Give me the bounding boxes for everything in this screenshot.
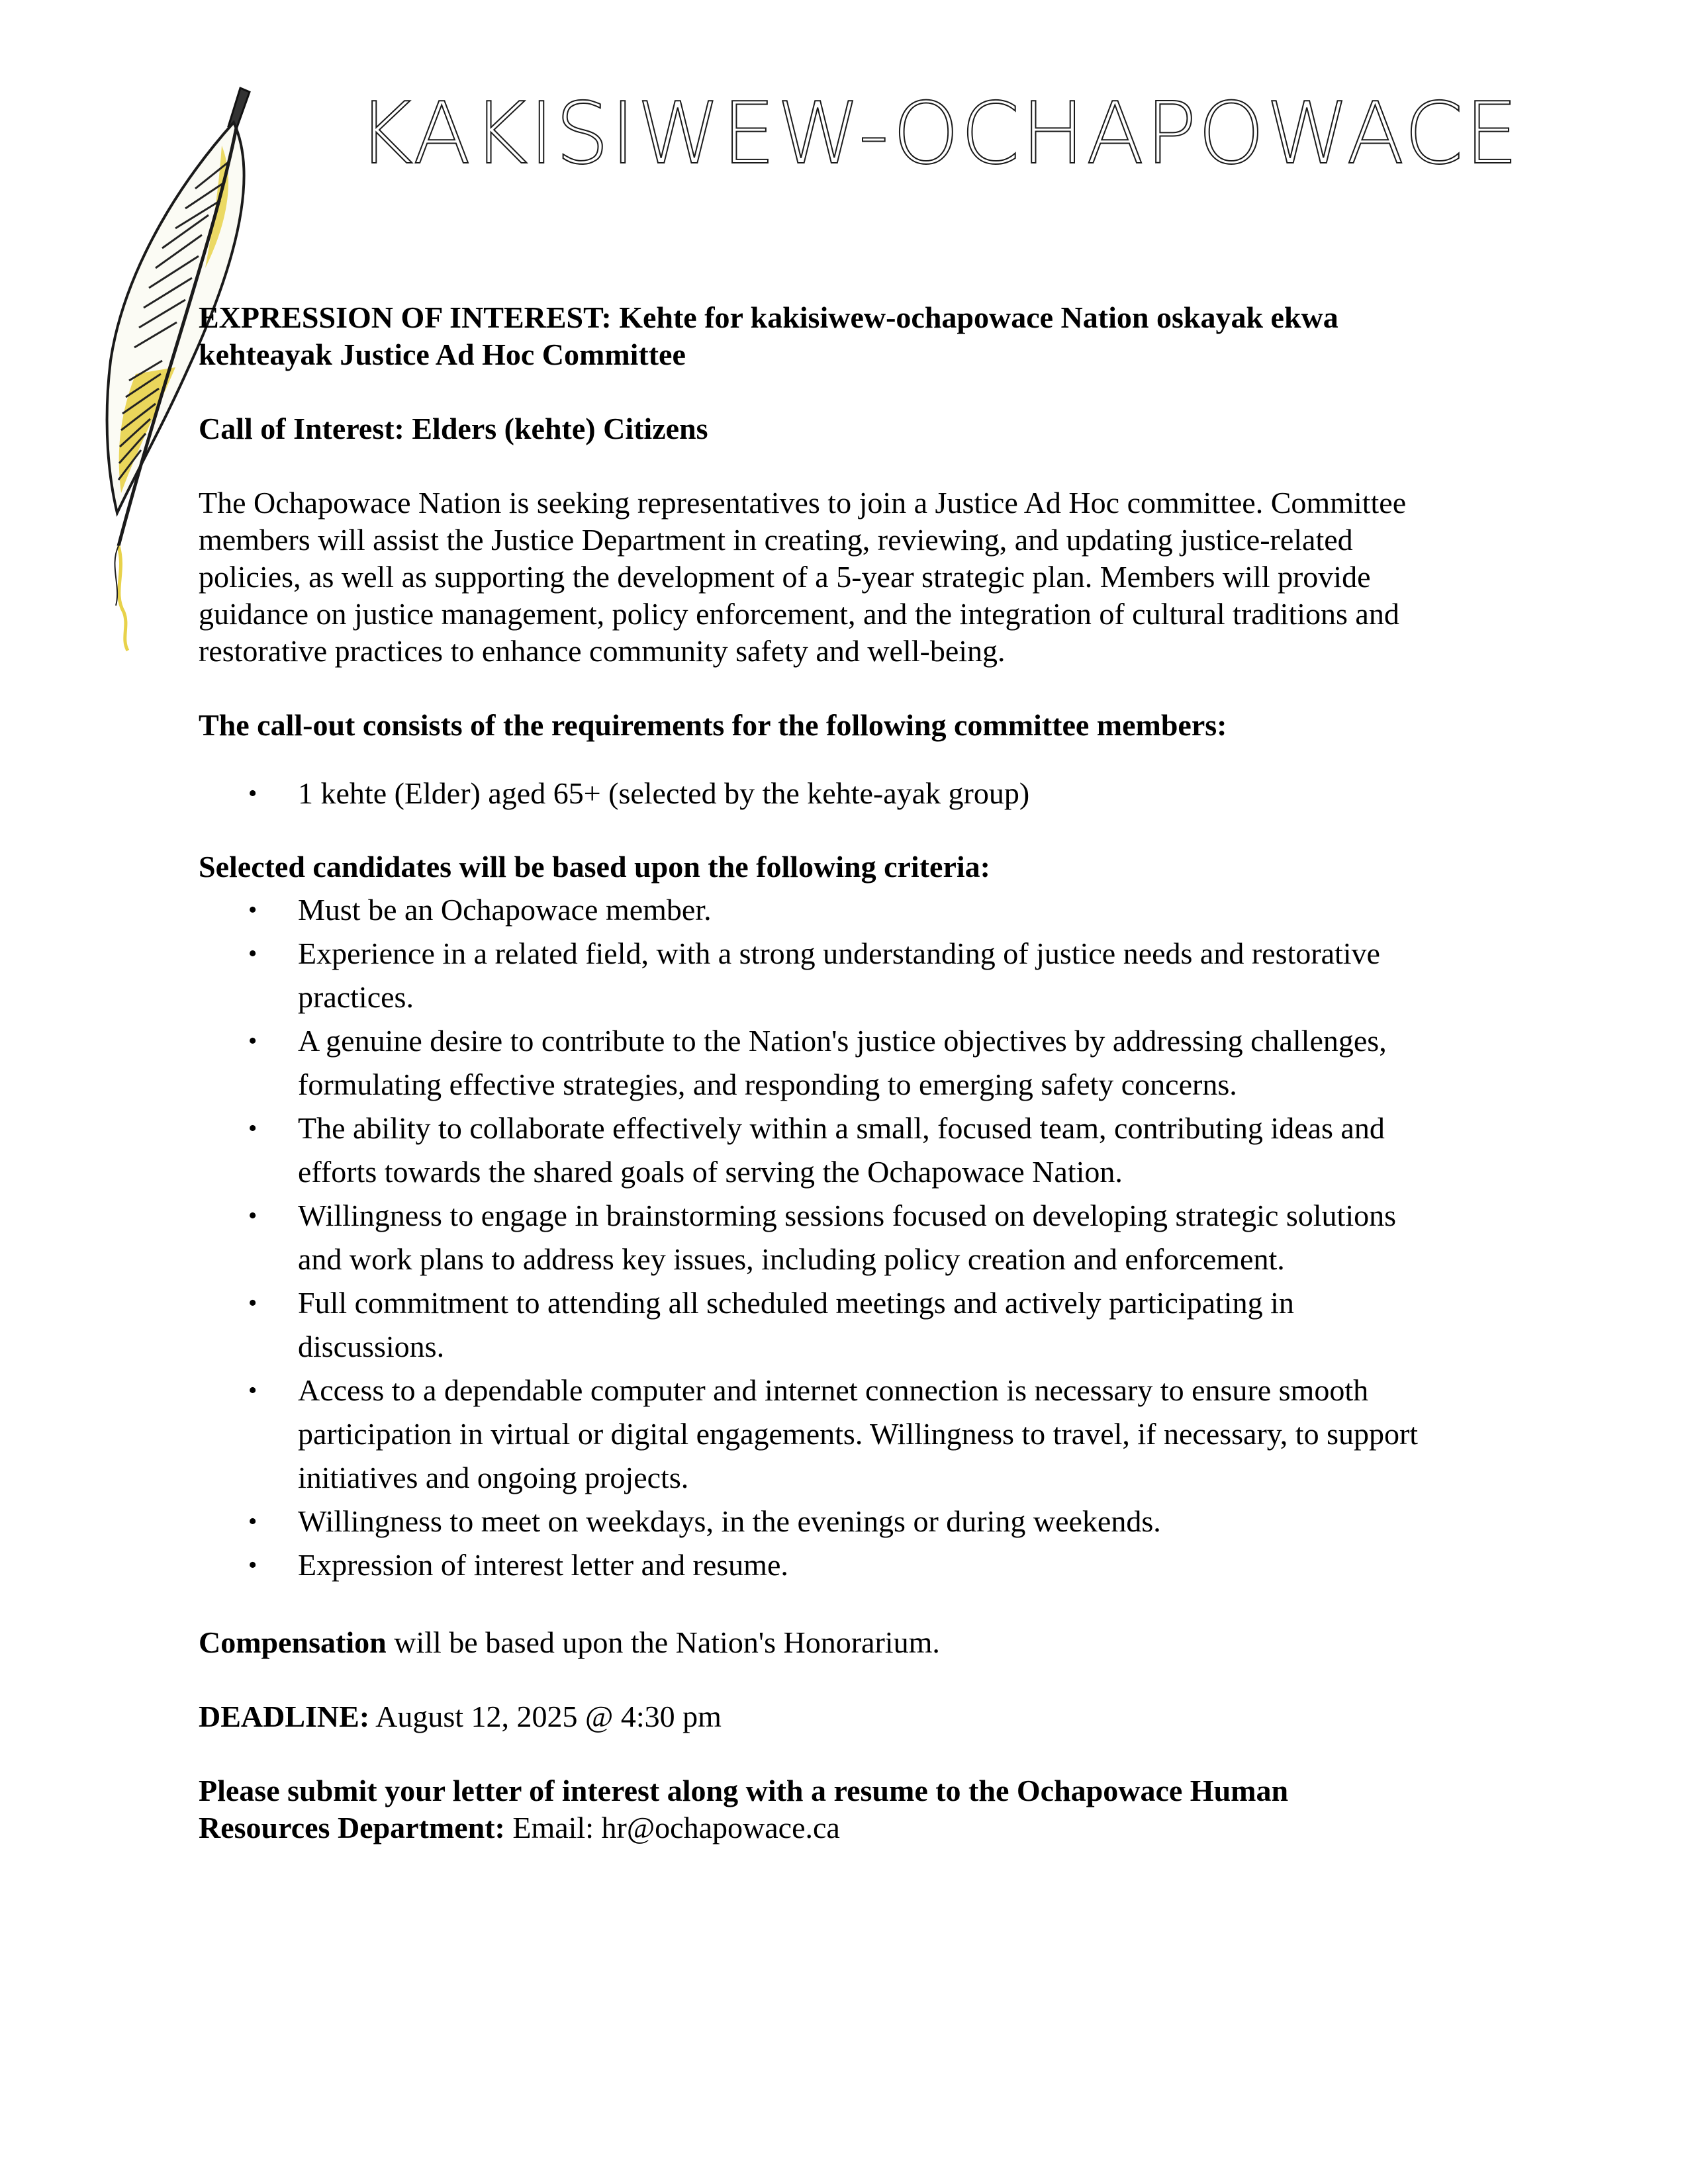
bullet-icon: •	[248, 1289, 258, 1317]
requirements-heading: The call-out consists of the requirements for the following committee members:	[199, 708, 1227, 742]
intro-line: The Ochapowace Nation is seeking representatives to join a Justice Ad Hoc committee. Committee	[199, 486, 1407, 520]
criteria-text: Experience in a related field, with a strong understanding of justice needs and restorative	[298, 936, 1380, 970]
deadline-line	[199, 1698, 1536, 1735]
requirements-list	[199, 772, 1536, 815]
submit-instructions	[199, 1772, 1536, 1846]
bullet-icon: •	[248, 1115, 258, 1142]
criteria-text: initiatives and ongoing projects.	[298, 1461, 689, 1494]
bullet-icon: •	[248, 1377, 258, 1404]
criteria-heading: Selected candidates will be based upon the following criteria:	[199, 850, 990, 884]
compensation-line	[199, 1624, 1536, 1661]
notice-title	[199, 299, 1536, 373]
criteria-text: Full commitment to attending all scheduled meetings and actively participating in	[298, 1286, 1294, 1320]
list-item	[199, 1369, 1536, 1500]
criteria-text: A genuine desire to contribute to the Nation's justice objectives by addressing challenges,	[298, 1024, 1387, 1058]
intro-line: restorative practices to enhance community safety and well-being.	[199, 634, 1006, 668]
deadline-text: August 12, 2025 @ 4:30 pm	[369, 1700, 722, 1733]
bullet-icon: •	[248, 940, 258, 968]
list-item	[199, 1500, 1536, 1543]
bullet-icon: •	[248, 780, 258, 807]
bullet-icon: •	[248, 1202, 258, 1230]
compensation-label: Compensation	[199, 1625, 387, 1659]
list-item	[199, 1019, 1536, 1107]
bullet-icon: •	[248, 1551, 258, 1579]
criteria-text: The ability to collaborate effectively within a small, focused team, contributing ideas and	[298, 1111, 1385, 1145]
requirement-text: 1 kehte (Elder) aged 65+ (selected by the kehte-ayak group)	[298, 776, 1030, 810]
intro-paragraph	[199, 484, 1536, 670]
criteria-text: practices.	[298, 980, 414, 1014]
notice-title-line1: EXPRESSION OF INTEREST: Kehte for kakisiwew-ochapowace Nation oskayak ekwa	[199, 300, 1338, 334]
bullet-icon: •	[248, 896, 258, 924]
criteria-list	[199, 888, 1536, 1587]
list-item	[199, 1107, 1536, 1194]
criteria-text: Expression of interest letter and resume.	[298, 1548, 788, 1582]
criteria-text: participation in virtual or digital engagements. Willingness to travel, if necessary, to support	[298, 1417, 1419, 1451]
submit-line1: Please submit your letter of interest along with a resume to the Ochapowace Human	[199, 1774, 1289, 1807]
notice-title-line2: kehteayak Justice Ad Hoc Committee	[199, 338, 686, 371]
deadline-label: DEADLINE:	[199, 1700, 370, 1733]
criteria-text: Must be an Ochapowace member.	[298, 893, 712, 927]
masthead-title: KAKISIWEW-OCHAPOWACE	[357, 85, 1520, 183]
call-of-interest-heading: Call of Interest: Elders (kehte) Citizens	[199, 412, 708, 445]
intro-line: guidance on justice management, policy enforcement, and the integration of cultural traditions and	[199, 597, 1399, 631]
list-item	[199, 772, 1536, 815]
compensation-text: will be based upon the Nation's Honorarium.	[386, 1625, 940, 1659]
list-item	[199, 888, 1536, 932]
submit-email: Email: hr@ochapowace.ca	[504, 1811, 840, 1844]
bullet-icon: •	[248, 1027, 258, 1055]
criteria-text: Access to a dependable computer and internet connection is necessary to ensure smooth	[298, 1373, 1369, 1407]
list-item	[199, 1194, 1536, 1281]
bullet-icon: •	[248, 1508, 258, 1535]
criteria-text: formulating effective strategies, and responding to emerging safety concerns.	[298, 1068, 1237, 1101]
submit-department: Resources Department:	[199, 1811, 505, 1844]
criteria-text: and work plans to address key issues, including policy creation and enforcement.	[298, 1242, 1285, 1276]
list-item	[199, 1543, 1536, 1587]
intro-line: policies, as well as supporting the development of a 5-year strategic plan. Members will provide	[199, 560, 1371, 594]
criteria-text: efforts towards the shared goals of serving the Ochapowace Nation.	[298, 1155, 1123, 1189]
list-item	[199, 1281, 1536, 1369]
intro-line: members will assist the Justice Department in creating, reviewing, and updating justice-related	[199, 523, 1353, 557]
notice-body	[199, 299, 1536, 1846]
criteria-text: Willingness to meet on weekdays, in the evenings or during weekends.	[298, 1504, 1161, 1538]
list-item	[199, 932, 1536, 1019]
criteria-text: Willingness to engage in brainstorming sessions focused on developing strategic solutions	[298, 1199, 1397, 1232]
criteria-text: discussions.	[298, 1330, 445, 1363]
